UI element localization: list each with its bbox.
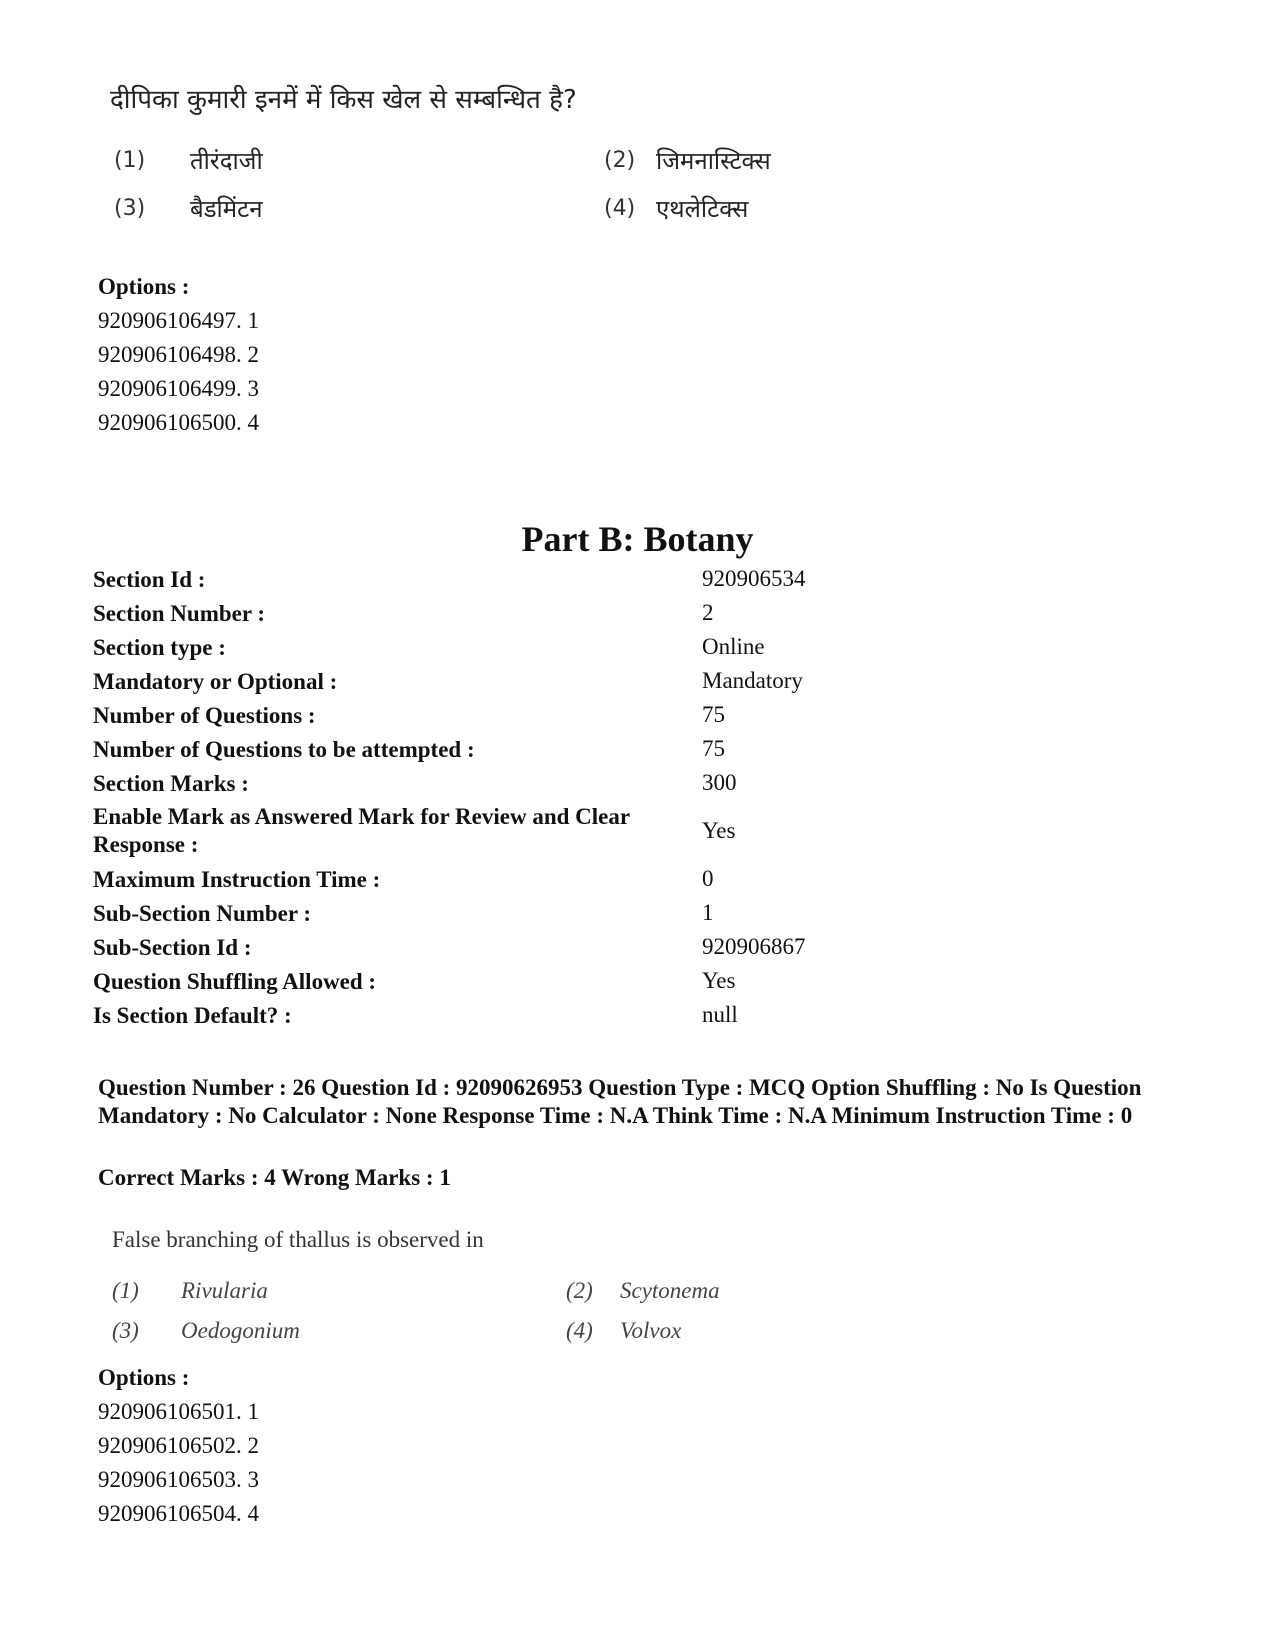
q1-options-heading: Options : [98, 274, 190, 299]
number-of-questions-label: Number of Questions : [93, 703, 316, 728]
q2-choice-4-label: Volvox [620, 1318, 682, 1343]
max-instruction-time-label: Maximum Instruction Time : [93, 867, 381, 892]
enable-mark-label: Enable Mark as Answered Mark for Review and Clear Response : [93, 804, 630, 857]
section-title: Part B: Botany [521, 519, 754, 559]
section-type-value: Online [702, 634, 765, 659]
q2-options-heading: Options : [98, 1365, 190, 1390]
questions-to-attempt-value: 75 [702, 736, 725, 761]
q1-choice-2-label: जिमनास्टिक्स [656, 147, 771, 175]
q2-choice-2-label: Scytonema [620, 1278, 720, 1303]
q2-option-3: 920906106503. 3 [98, 1467, 259, 1492]
q1-choice-1-number: (1) [114, 148, 146, 173]
question-1-text: दीपिका कुमारी इनमें में किस खेल से सम्बन्धित है? [110, 85, 577, 115]
section-default-label: Is Section Default? : [93, 1003, 292, 1028]
q2-choice-1-number: (1) [112, 1278, 139, 1303]
section-default-value: null [702, 1002, 738, 1027]
section-marks-value: 300 [702, 770, 737, 795]
q1-option-3: 920906106499. 3 [98, 376, 259, 401]
mandatory-label: Mandatory or Optional : [93, 669, 338, 694]
section-number-value: 2 [702, 600, 714, 625]
section-marks-label: Section Marks : [93, 771, 249, 796]
q2-choice-2-number: (2) [566, 1278, 593, 1303]
section-number-label: Section Number : [93, 601, 266, 626]
max-instruction-time-value: 0 [702, 866, 714, 891]
q1-choice-4-label: एथलेटिक्स [656, 195, 749, 223]
sub-section-id-value: 920906867 [702, 934, 806, 959]
sub-section-id-label: Sub-Section Id : [93, 935, 252, 960]
q2-choice-1-label: Rivularia [181, 1278, 268, 1303]
mandatory-value: Mandatory [702, 668, 803, 693]
sub-section-number-label: Sub-Section Number : [93, 901, 312, 926]
question-2-meta: Question Number : 26 Question Id : 92090626953 Question Type : MCQ Option Shuffling : No Is Question Mandatory : No Calculator : None Response Time : N.A Think Time : N.A Minimum Instruction Time : 0 [98, 1075, 1142, 1128]
section-type-label: Section type : [93, 635, 226, 660]
section-id-value: 920906534 [702, 566, 806, 591]
q2-option-2: 920906106502. 2 [98, 1433, 259, 1458]
enable-mark-value: Yes [702, 818, 736, 843]
question-shuffling-label: Question Shuffling Allowed : [93, 969, 377, 994]
q1-option-1: 920906106497. 1 [98, 308, 259, 333]
q1-choice-1-label: तीरंदाजी [190, 147, 263, 175]
q2-option-1: 920906106501. 1 [98, 1399, 259, 1424]
q1-option-4: 920906106500. 4 [98, 410, 259, 435]
q2-choice-4-number: (4) [566, 1318, 593, 1343]
question-2-marks: Correct Marks : 4 Wrong Marks : 1 [98, 1165, 451, 1190]
questions-to-attempt-label: Number of Questions to be attempted : [93, 737, 475, 762]
section-id-label: Section Id : [93, 567, 206, 592]
sub-section-number-value: 1 [702, 900, 714, 925]
q1-choice-2-number: (2) [604, 148, 636, 173]
question-2-text: False branching of thallus is observed in [112, 1227, 484, 1252]
q1-choice-3-label: बैडमिंटन [190, 195, 263, 223]
number-of-questions-value: 75 [702, 702, 725, 727]
q1-choice-3-number: (3) [114, 196, 146, 221]
q2-option-4: 920906106504. 4 [98, 1501, 259, 1526]
q2-choice-3-label: Oedogonium [181, 1318, 300, 1343]
q1-option-2: 920906106498. 2 [98, 342, 259, 367]
q1-choice-4-number: (4) [604, 196, 636, 221]
question-shuffling-value: Yes [702, 968, 736, 993]
q2-choice-3-number: (3) [112, 1318, 139, 1343]
